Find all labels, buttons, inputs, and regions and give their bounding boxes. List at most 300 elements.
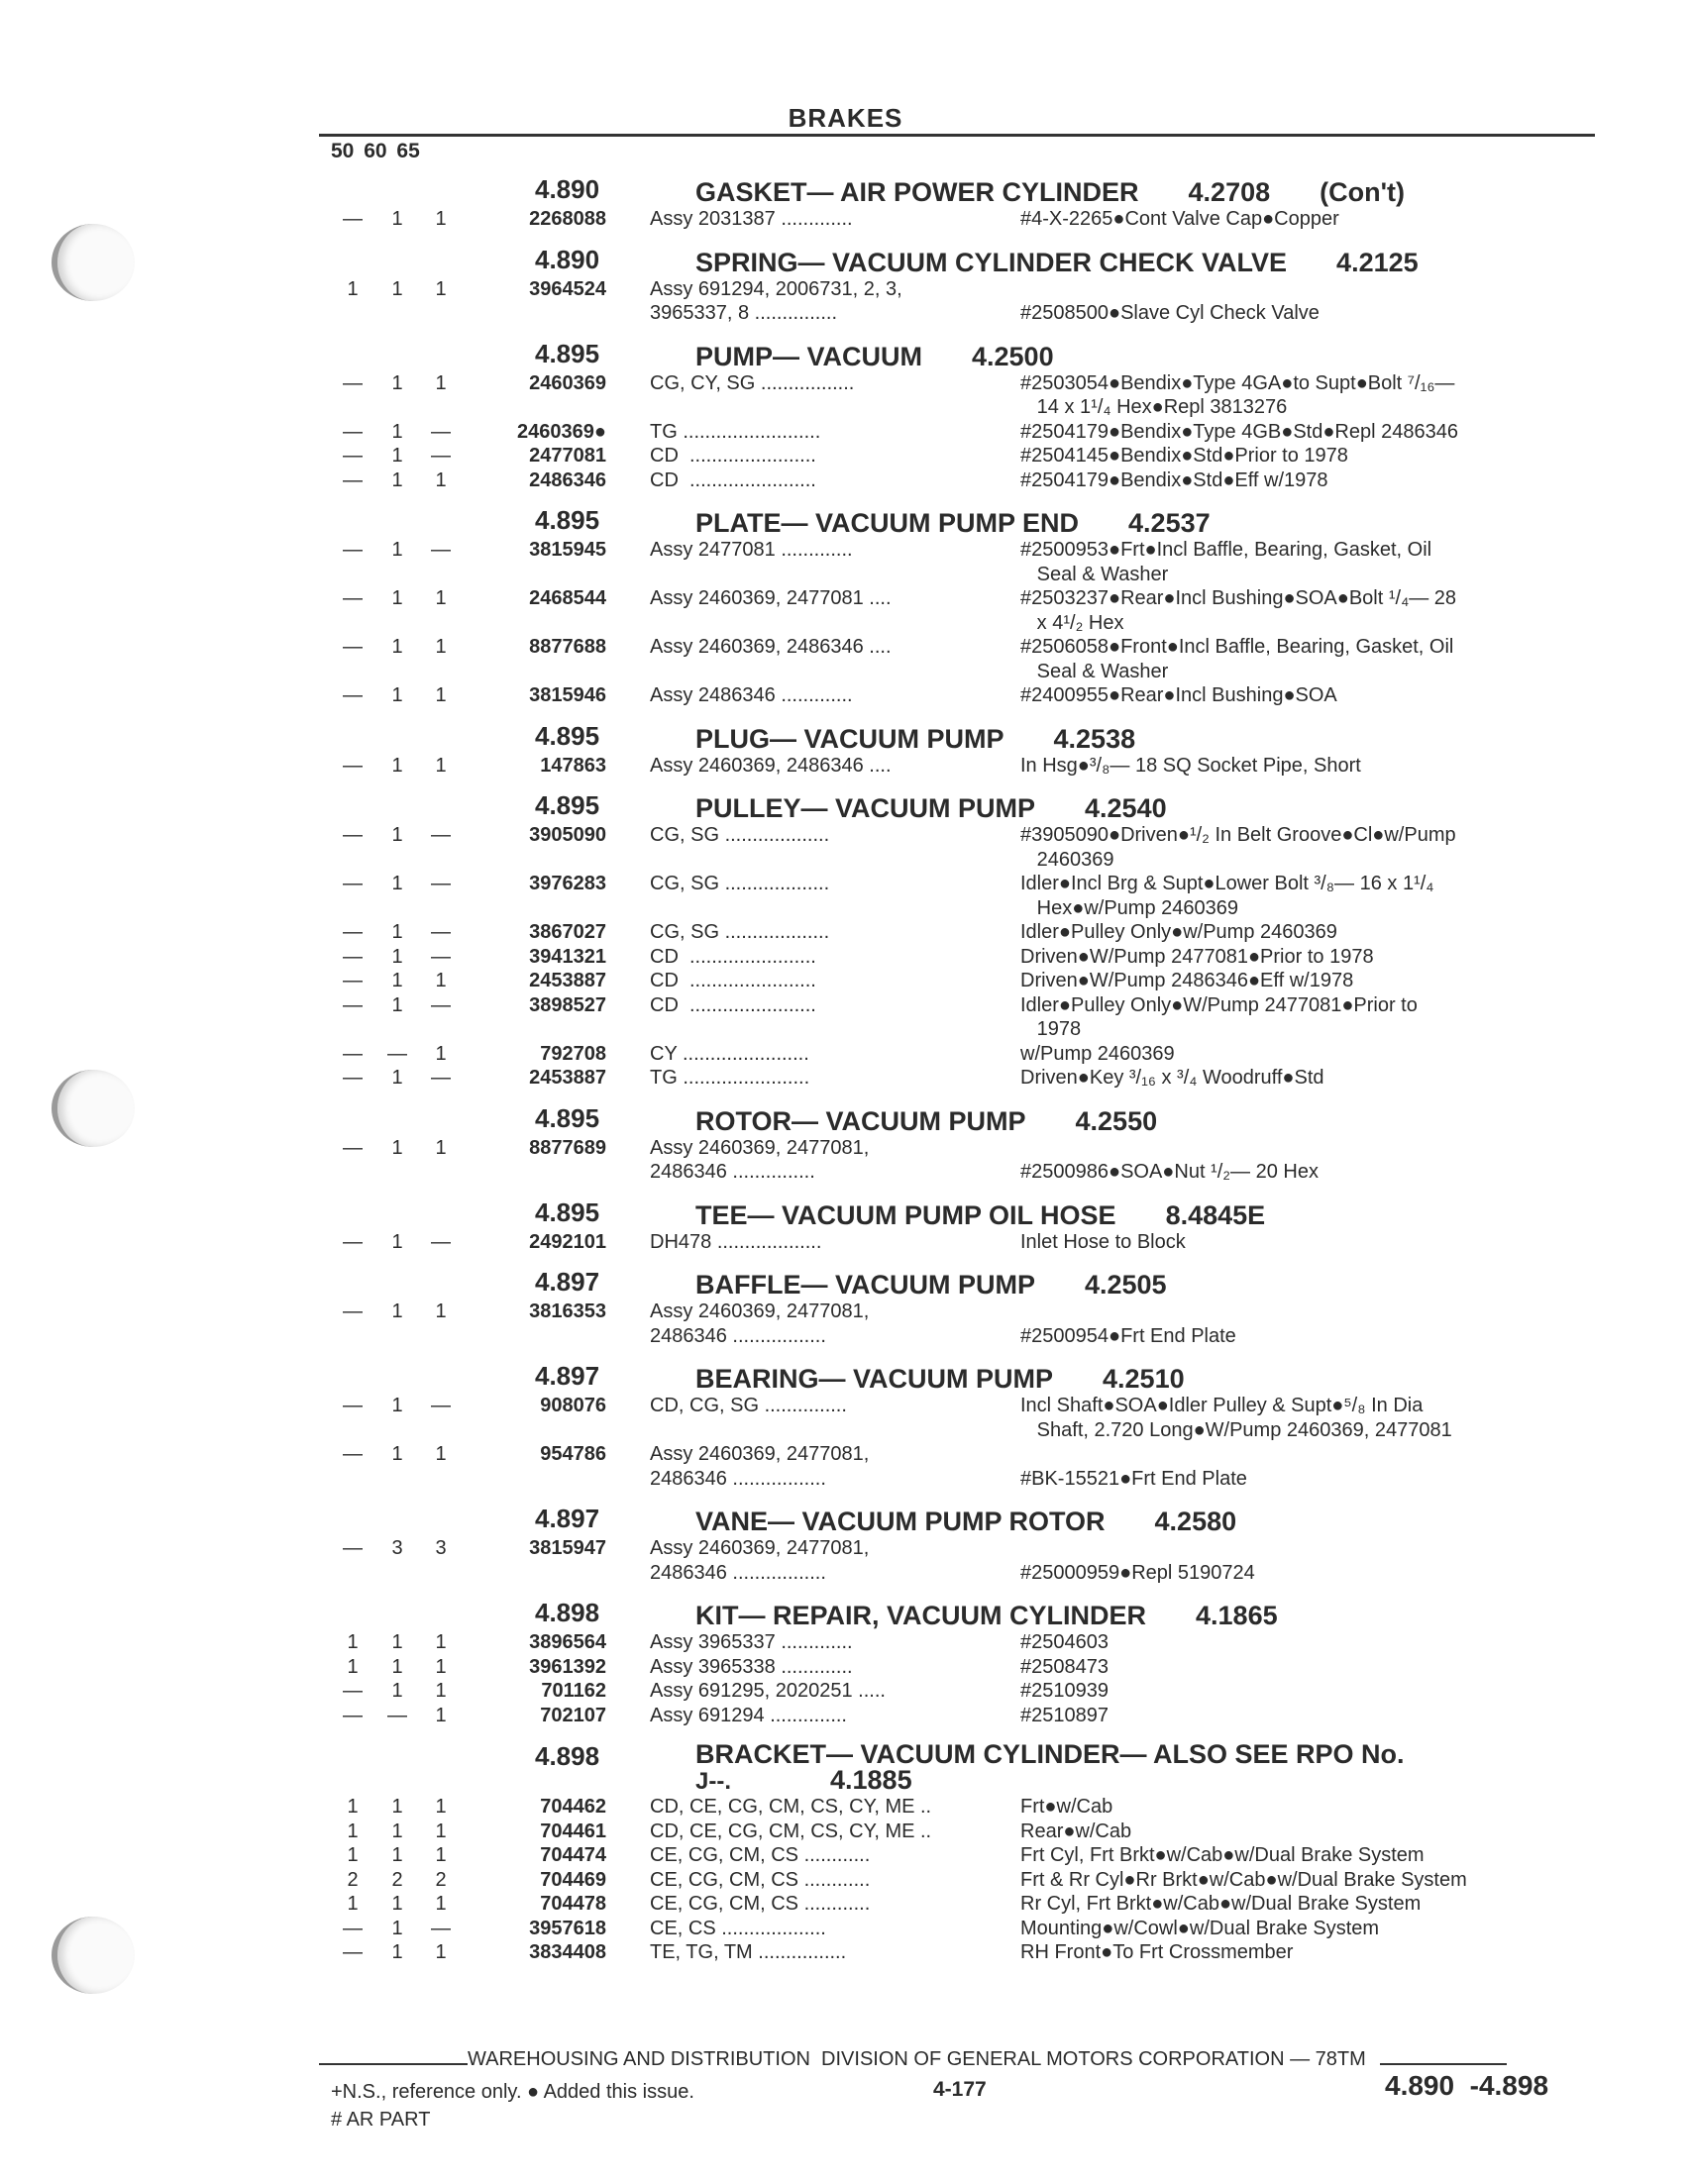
section-group-number: 4.2550 bbox=[1075, 1105, 1158, 1136]
qty-65: — bbox=[431, 539, 451, 561]
description: #2504179●Bendix●Type 4GB●Std●Repl 2486346 bbox=[1020, 420, 1458, 443]
section-continued-label: (Con't) bbox=[1320, 177, 1406, 207]
application: TG ......................... bbox=[650, 420, 821, 443]
application: Assy 3965337 ............. bbox=[650, 1631, 853, 1653]
qty-60: 1 bbox=[391, 1136, 403, 1159]
part-row bbox=[319, 1230, 1597, 1255]
section-code: 4.897 bbox=[535, 1267, 600, 1297]
application: CG, CY, SG ................. bbox=[650, 371, 855, 394]
application: CD ....................... bbox=[650, 945, 816, 968]
application: Assy 2460369, 2477081 .... bbox=[650, 587, 892, 609]
description: Inlet Hose to Block bbox=[1020, 1230, 1186, 1253]
qty-65: 1 bbox=[435, 587, 447, 609]
part-number: 3815947 bbox=[529, 1537, 606, 1559]
part-row bbox=[319, 993, 1597, 1042]
description: Rear●w/Cab bbox=[1020, 1820, 1132, 1842]
qty-50: — bbox=[343, 1680, 363, 1702]
qty-60: 1 bbox=[391, 539, 403, 561]
description: #BK-15521●Frt End Plate bbox=[1020, 1467, 1247, 1490]
qty-65: 1 bbox=[435, 636, 447, 658]
application: CG, SG ................... bbox=[650, 824, 830, 846]
qty-60: 1 bbox=[391, 587, 403, 609]
description: #2503054●Bendix●Type 4GA●to Supt●Bolt ⁷/₁₆— 14 x 1¹/₄ Hex●Repl 3813276 bbox=[1020, 371, 1455, 418]
parts-catalog bbox=[319, 161, 1597, 1965]
part-number: 3957618 bbox=[529, 1917, 606, 1939]
qty-65: 1 bbox=[435, 468, 447, 491]
qty-60: 1 bbox=[391, 420, 403, 443]
qty-50: — bbox=[343, 824, 363, 846]
application: Assy 2486346 ............. bbox=[650, 684, 853, 706]
application: Assy 2460369, 2477081, 2486346 ................. bbox=[650, 1300, 870, 1347]
section-header bbox=[319, 238, 1597, 277]
section-title bbox=[695, 1366, 1567, 1392]
qty-60: 1 bbox=[391, 1395, 403, 1416]
section-title bbox=[695, 1508, 1567, 1534]
description: Mounting●w/Cowl●w/Dual Brake System bbox=[1020, 1917, 1380, 1939]
description: Incl Shaft●SOA●Idler Pulley & Supt●⁵/₈ In Dia Shaft, 2.720 Long●W/Pump 2460369, 2477081 bbox=[1020, 1395, 1452, 1441]
part-row bbox=[319, 1655, 1597, 1680]
qty-60: 2 bbox=[391, 1868, 403, 1891]
qty-65: — bbox=[431, 824, 451, 846]
qty-50: 1 bbox=[347, 1655, 359, 1678]
section-title bbox=[695, 795, 1567, 821]
section-header bbox=[319, 332, 1597, 371]
description: #3905090●Driven●¹/₂ In Belt Groove●Cl●w/Pump 2460369 bbox=[1020, 824, 1456, 871]
header-rule bbox=[319, 134, 1595, 137]
qty-50: 2 bbox=[347, 1868, 359, 1891]
qty-65: 1 bbox=[435, 1704, 447, 1726]
description: #2510897 bbox=[1020, 1704, 1109, 1726]
section-title bbox=[695, 247, 1567, 277]
qty-65: 1 bbox=[435, 371, 447, 394]
application: CD ....................... bbox=[650, 970, 816, 991]
description: #25000959●Repl 5190724 bbox=[1020, 1561, 1255, 1584]
qty-50: — bbox=[343, 873, 363, 894]
application: Assy 2460369, 2477081, 2486346 ................. bbox=[650, 1443, 870, 1490]
qty-50: — bbox=[343, 1067, 363, 1089]
part-row bbox=[319, 683, 1597, 708]
section-group-number: 4.2505 bbox=[1084, 1270, 1167, 1300]
part-number: 8877688 bbox=[529, 636, 606, 658]
qty-60: 1 bbox=[391, 1796, 403, 1818]
qty-60: 1 bbox=[391, 993, 403, 1016]
part-row bbox=[319, 1843, 1597, 1868]
description: Idler●Pulley Only●w/Pump 2460369 bbox=[1020, 921, 1337, 943]
application: CE, CG, CM, CS ............ bbox=[650, 1893, 871, 1915]
part-row bbox=[319, 468, 1597, 493]
section-header bbox=[319, 1191, 1597, 1230]
part-number: 2460369 bbox=[529, 371, 606, 394]
section-code: 4.895 bbox=[535, 1196, 600, 1227]
qty-65: 2 bbox=[435, 1868, 447, 1891]
qty-65: 1 bbox=[435, 1820, 447, 1842]
application: DH478 ................... bbox=[650, 1230, 822, 1253]
part-row bbox=[319, 1394, 1597, 1442]
application: CD, CE, CG, CM, CS, CY, ME .. bbox=[650, 1820, 932, 1842]
section-title bbox=[695, 341, 1567, 371]
part-number: 2460369● bbox=[517, 420, 606, 443]
part-row bbox=[319, 1066, 1597, 1091]
qty-65: — bbox=[431, 1067, 451, 1089]
qty-65: 1 bbox=[435, 1631, 447, 1653]
qty-50: — bbox=[343, 1917, 363, 1939]
section-title bbox=[695, 1741, 1567, 1795]
section-header bbox=[319, 1096, 1597, 1136]
section-title bbox=[695, 179, 1567, 205]
part-number: 704478 bbox=[540, 1893, 606, 1915]
qty-65: — bbox=[431, 1230, 451, 1253]
application: CE, CG, CM, CS ............ bbox=[650, 1844, 871, 1866]
section-code: 4.898 bbox=[535, 1741, 600, 1771]
part-number: 2268088 bbox=[529, 208, 606, 230]
qty-50: — bbox=[343, 1443, 363, 1465]
qty-50: — bbox=[343, 921, 363, 943]
section-header bbox=[319, 783, 1597, 823]
binder-hole bbox=[52, 1070, 135, 1147]
qty-60: 1 bbox=[391, 873, 403, 894]
qty-60: 1 bbox=[391, 208, 403, 230]
qty-60: 1 bbox=[391, 445, 403, 467]
application: CD, CE, CG, CM, CS, CY, ME .. bbox=[650, 1796, 932, 1818]
footer-publisher-line bbox=[319, 2048, 1597, 2071]
qty-50: — bbox=[343, 539, 363, 561]
qty-50: — bbox=[343, 445, 363, 467]
section-group-number: 4.2125 bbox=[1336, 247, 1419, 277]
part-row bbox=[319, 945, 1597, 970]
application: Assy 691294, 2006731, 2, 3, 3965337, 8 ............... bbox=[650, 277, 902, 324]
page-range: 4.890 -4.898 bbox=[1385, 2070, 1549, 2101]
description: w/Pump 2460369 bbox=[1020, 1042, 1175, 1065]
description: Driven●Key ³/₁₆ x ³/₄ Woodruff●Std bbox=[1020, 1067, 1324, 1089]
qty-50: 1 bbox=[347, 1844, 359, 1866]
qty-60: 1 bbox=[391, 371, 403, 394]
qty-50: — bbox=[343, 1136, 363, 1159]
application: CE, CG, CM, CS ............ bbox=[650, 1868, 871, 1891]
part-number: 908076 bbox=[540, 1395, 606, 1416]
qty-60: 1 bbox=[391, 970, 403, 991]
qty-65: 1 bbox=[435, 684, 447, 706]
part-number: 3815946 bbox=[529, 684, 606, 706]
application: Assy 2460369, 2486346 .... bbox=[650, 636, 892, 658]
section-title bbox=[695, 1603, 1567, 1628]
part-row bbox=[319, 823, 1597, 872]
part-row bbox=[319, 1136, 1597, 1185]
section-code: 4.890 bbox=[535, 174, 600, 204]
qty-65: 1 bbox=[435, 1796, 447, 1818]
qty-65: 1 bbox=[435, 1655, 447, 1678]
application: CG, SG ................... bbox=[650, 873, 830, 894]
application: CG, SG ................... bbox=[650, 921, 830, 943]
section-header bbox=[319, 1260, 1597, 1300]
part-row bbox=[319, 586, 1597, 635]
part-row bbox=[319, 920, 1597, 945]
description: #2504603 bbox=[1020, 1631, 1109, 1653]
section-title-text: BAFFLE— VACUUM PUMP bbox=[695, 1270, 1035, 1300]
application: CD, CG, SG ............... bbox=[650, 1395, 847, 1416]
qty-60: 1 bbox=[391, 945, 403, 968]
section-code: 4.898 bbox=[535, 1598, 600, 1627]
description: #2500954●Frt End Plate bbox=[1020, 1324, 1236, 1347]
description: #2503237●Rear●Incl Bushing●SOA●Bolt ¹/₄— 28 x 4¹/₂ Hex bbox=[1020, 587, 1457, 634]
qty-60: 1 bbox=[391, 684, 403, 706]
qty-65: 1 bbox=[435, 1136, 447, 1159]
qty-50: 1 bbox=[347, 1796, 359, 1818]
qty-60: 1 bbox=[391, 277, 403, 300]
part-number: 8877689 bbox=[529, 1136, 606, 1159]
application: Assy 2460369, 2477081, 2486346 ............... bbox=[650, 1136, 870, 1183]
application: CD ....................... bbox=[650, 993, 816, 1016]
part-row bbox=[319, 1795, 1597, 1820]
application: TG ....................... bbox=[650, 1067, 810, 1089]
section-title-text: TEE— VACUUM PUMP OIL HOSE bbox=[695, 1199, 1116, 1230]
part-number: 3964524 bbox=[529, 277, 606, 300]
description: #2504179●Bendix●Std●Eff w/1978 bbox=[1020, 468, 1328, 491]
qty-60: 1 bbox=[391, 1655, 403, 1678]
qty-65: 1 bbox=[435, 1042, 447, 1065]
description: Frt Cyl, Frt Brkt●w/Cab●w/Dual Brake System bbox=[1020, 1844, 1425, 1866]
section-group-number: 8.4845E bbox=[1165, 1199, 1266, 1230]
qty-65: — bbox=[431, 420, 451, 443]
section-code: 4.895 bbox=[535, 1102, 600, 1133]
footer-notes bbox=[331, 2078, 694, 2133]
part-row bbox=[319, 1536, 1597, 1585]
qty-50: — bbox=[343, 208, 363, 230]
part-number: 3815945 bbox=[529, 539, 606, 561]
qty-60: — bbox=[387, 1704, 407, 1726]
binder-hole bbox=[52, 224, 135, 301]
part-row bbox=[319, 1917, 1597, 1941]
section-title-text: BRACKET— VACUUM CYLINDER— ALSO SEE RPO No. bbox=[695, 1739, 1405, 1769]
part-number: 3976283 bbox=[529, 873, 606, 894]
application: Assy 691295, 2020251 ..... bbox=[650, 1680, 886, 1702]
section-title-text: PLATE— VACUUM PUMP END bbox=[695, 508, 1080, 538]
section-code: 4.895 bbox=[535, 720, 600, 751]
qty-50: — bbox=[343, 371, 363, 394]
section-title bbox=[695, 1272, 1567, 1298]
application: CD ....................... bbox=[650, 468, 816, 491]
description: Frt●w/Cab bbox=[1020, 1796, 1113, 1818]
part-row bbox=[319, 872, 1597, 920]
application: Assy 2477081 ............. bbox=[650, 539, 853, 561]
footer-rule-right bbox=[1380, 2063, 1507, 2065]
qty-65: 1 bbox=[435, 1893, 447, 1915]
part-row bbox=[319, 444, 1597, 468]
description: #2506058●Front●Incl Baffle, Bearing, Gasket, Oil Seal & Washer bbox=[1020, 636, 1454, 682]
qty-60: — bbox=[387, 1042, 407, 1065]
application: Assy 2460369, 2477081, 2486346 ................. bbox=[650, 1537, 870, 1584]
application: Assy 691294 .............. bbox=[650, 1704, 847, 1726]
qty-50: — bbox=[343, 587, 363, 609]
application: Assy 2460369, 2486346 .... bbox=[650, 754, 892, 777]
qty-50: — bbox=[343, 1230, 363, 1253]
qty-50: 1 bbox=[347, 1893, 359, 1915]
description: Rr Cyl, Frt Brkt●w/Cab●w/Dual Brake System bbox=[1020, 1893, 1422, 1915]
part-row bbox=[319, 538, 1597, 586]
section-group-number: 4.2580 bbox=[1154, 1507, 1237, 1536]
qty-50: — bbox=[343, 945, 363, 968]
qty-50: 1 bbox=[347, 1631, 359, 1653]
part-number: 3898527 bbox=[529, 993, 606, 1016]
part-row bbox=[319, 1679, 1597, 1704]
qty-65: — bbox=[431, 1395, 451, 1416]
qty-65: — bbox=[431, 445, 451, 467]
qty-50: — bbox=[343, 970, 363, 991]
qty-65: 3 bbox=[435, 1537, 447, 1559]
section-title-text: KIT— REPAIR, VACUUM CYLINDER bbox=[695, 1601, 1147, 1630]
part-row bbox=[319, 754, 1597, 779]
qty-50: — bbox=[343, 993, 363, 1016]
qty-60: 1 bbox=[391, 1443, 403, 1465]
qty-50: — bbox=[343, 684, 363, 706]
part-number: 3961392 bbox=[529, 1655, 606, 1678]
qty-60: 1 bbox=[391, 468, 403, 491]
description: Idler●Incl Brg & Supt●Lower Bolt ³/₈— 16 x 1¹/₄ Hex●w/Pump 2460369 bbox=[1020, 873, 1434, 919]
qty-60: 1 bbox=[391, 1067, 403, 1089]
qty-60: 1 bbox=[391, 1230, 403, 1253]
qty-50: — bbox=[343, 636, 363, 658]
qty-50: — bbox=[343, 1537, 363, 1559]
qty-65: 1 bbox=[435, 1680, 447, 1702]
part-number: 704462 bbox=[540, 1796, 606, 1818]
section-code: 4.895 bbox=[535, 790, 600, 820]
application: CD ....................... bbox=[650, 445, 816, 467]
qty-65: 1 bbox=[435, 277, 447, 300]
part-number: 792708 bbox=[540, 1042, 606, 1065]
part-row bbox=[319, 1630, 1597, 1655]
section-title-text: VANE— VACUUM PUMP ROTOR bbox=[695, 1507, 1106, 1536]
qty-60: 1 bbox=[391, 1917, 403, 1939]
part-row bbox=[319, 1442, 1597, 1491]
qty-60: 1 bbox=[391, 636, 403, 658]
section-title-text: PLUG— VACUUM PUMP bbox=[695, 723, 1004, 754]
description: RH Front●To Frt Crossmember bbox=[1020, 1941, 1294, 1963]
description: Driven●W/Pump 2486346●Eff w/1978 bbox=[1020, 970, 1354, 991]
qty-65: 1 bbox=[435, 208, 447, 230]
part-row bbox=[319, 1704, 1597, 1728]
qty-65: — bbox=[431, 873, 451, 894]
section-title-text: PULLEY— VACUUM PUMP bbox=[695, 793, 1036, 823]
part-number: 147863 bbox=[540, 754, 606, 777]
section-header bbox=[319, 1733, 1597, 1795]
section-code: 4.897 bbox=[535, 1504, 600, 1533]
qty-65: 1 bbox=[435, 1443, 447, 1465]
section-group-number: 4.2537 bbox=[1128, 508, 1211, 538]
column-headers: 50 60 65 bbox=[331, 140, 420, 162]
qty-60: 1 bbox=[391, 1941, 403, 1963]
qty-65: 1 bbox=[435, 970, 447, 991]
qty-60: 1 bbox=[391, 1844, 403, 1866]
description: #2500986●SOA●Nut ¹/₂— 20 Hex bbox=[1020, 1161, 1319, 1183]
qty-65: — bbox=[431, 945, 451, 968]
part-number: 954786 bbox=[540, 1443, 606, 1465]
section-code: 4.890 bbox=[535, 244, 600, 274]
section-header bbox=[319, 1354, 1597, 1394]
section-group-number: 4.2540 bbox=[1085, 793, 1167, 823]
part-number: 701162 bbox=[541, 1680, 606, 1702]
section-title-text: SPRING— VACUUM CYLINDER CHECK VALVE bbox=[695, 247, 1288, 277]
footer-note-ar: # AR PART bbox=[331, 2109, 431, 2131]
qty-60: 1 bbox=[391, 1820, 403, 1842]
part-row bbox=[319, 1300, 1597, 1348]
part-number: 3834408 bbox=[529, 1941, 606, 1963]
part-number: 704461 bbox=[540, 1820, 606, 1842]
qty-65: 1 bbox=[435, 1844, 447, 1866]
qty-50: — bbox=[343, 1300, 363, 1322]
qty-50: 1 bbox=[347, 1820, 359, 1842]
qty-60: 1 bbox=[391, 1631, 403, 1653]
section-title bbox=[695, 1105, 1567, 1136]
part-row bbox=[319, 969, 1597, 993]
qty-60: 1 bbox=[391, 754, 403, 777]
section-title-line2: J--. bbox=[695, 1768, 731, 1795]
description: In Hsg●³/₈— 18 SQ Socket Pipe, Short bbox=[1020, 754, 1361, 777]
part-number: 2477081 bbox=[529, 445, 606, 467]
qty-50: — bbox=[343, 1704, 363, 1726]
description: Frt & Rr Cyl●Rr Brkt●w/Cab●w/Dual Brake System bbox=[1020, 1868, 1467, 1891]
part-row bbox=[319, 277, 1597, 326]
part-row bbox=[319, 635, 1597, 683]
section-title bbox=[695, 723, 1567, 754]
section-title-text: BEARING— VACUUM PUMP bbox=[695, 1364, 1054, 1394]
description: Driven●W/Pump 2477081●Prior to 1978 bbox=[1020, 945, 1374, 968]
qty-65: — bbox=[431, 921, 451, 943]
application: CY ....................... bbox=[650, 1042, 809, 1065]
part-number: 2453887 bbox=[529, 970, 606, 991]
application: TE, TG, TM ................ bbox=[650, 1941, 847, 1963]
part-row bbox=[319, 420, 1597, 445]
part-row bbox=[319, 207, 1597, 232]
description: #2510939 bbox=[1020, 1680, 1109, 1702]
section-group-number: 4.2510 bbox=[1103, 1364, 1185, 1394]
section-header bbox=[319, 1591, 1597, 1630]
part-row bbox=[319, 1820, 1597, 1844]
qty-65: — bbox=[431, 993, 451, 1016]
section-code: 4.895 bbox=[535, 338, 600, 368]
description: #2504145●Bendix●Std●Prior to 1978 bbox=[1020, 445, 1348, 467]
description: #2508473 bbox=[1020, 1655, 1109, 1678]
application: Assy 2031387 ............. bbox=[650, 208, 853, 230]
section-title-text: ROTOR— VACUUM PUMP bbox=[695, 1105, 1026, 1136]
description: Idler●Pulley Only●W/Pump 2477081●Prior to 1978 bbox=[1020, 993, 1418, 1040]
description: #2508500●Slave Cyl Check Valve bbox=[1020, 302, 1320, 324]
qty-60: 1 bbox=[391, 1300, 403, 1322]
part-number: 3896564 bbox=[529, 1631, 606, 1653]
section-title bbox=[695, 1199, 1567, 1230]
section-header bbox=[319, 714, 1597, 754]
part-number: 2492101 bbox=[529, 1230, 606, 1253]
part-row bbox=[319, 1042, 1597, 1067]
page-title: BRAKES bbox=[788, 103, 903, 133]
section-title bbox=[695, 510, 1567, 536]
part-number: 2468544 bbox=[529, 587, 606, 609]
part-number: 2453887 bbox=[529, 1067, 606, 1089]
part-number: 3905090 bbox=[529, 824, 606, 846]
qty-65: — bbox=[431, 1917, 451, 1939]
section-title-text: PUMP— VACUUM bbox=[695, 341, 922, 371]
footer-rule-left bbox=[319, 2063, 468, 2065]
section-code: 4.897 bbox=[535, 1361, 600, 1391]
description: #2500953●Frt●Incl Baffle, Bearing, Gasket, Oil Seal & Washer bbox=[1020, 539, 1432, 585]
part-number: 702107 bbox=[540, 1704, 606, 1726]
part-number: 3867027 bbox=[529, 921, 606, 943]
part-number: 3941321 bbox=[529, 945, 606, 968]
part-row bbox=[319, 1892, 1597, 1917]
section-group-number: 4.2500 bbox=[972, 341, 1054, 371]
qty-60: 3 bbox=[391, 1537, 403, 1559]
section-header bbox=[319, 167, 1597, 207]
part-number: 704469 bbox=[540, 1868, 606, 1891]
qty-65: 1 bbox=[435, 1941, 447, 1963]
